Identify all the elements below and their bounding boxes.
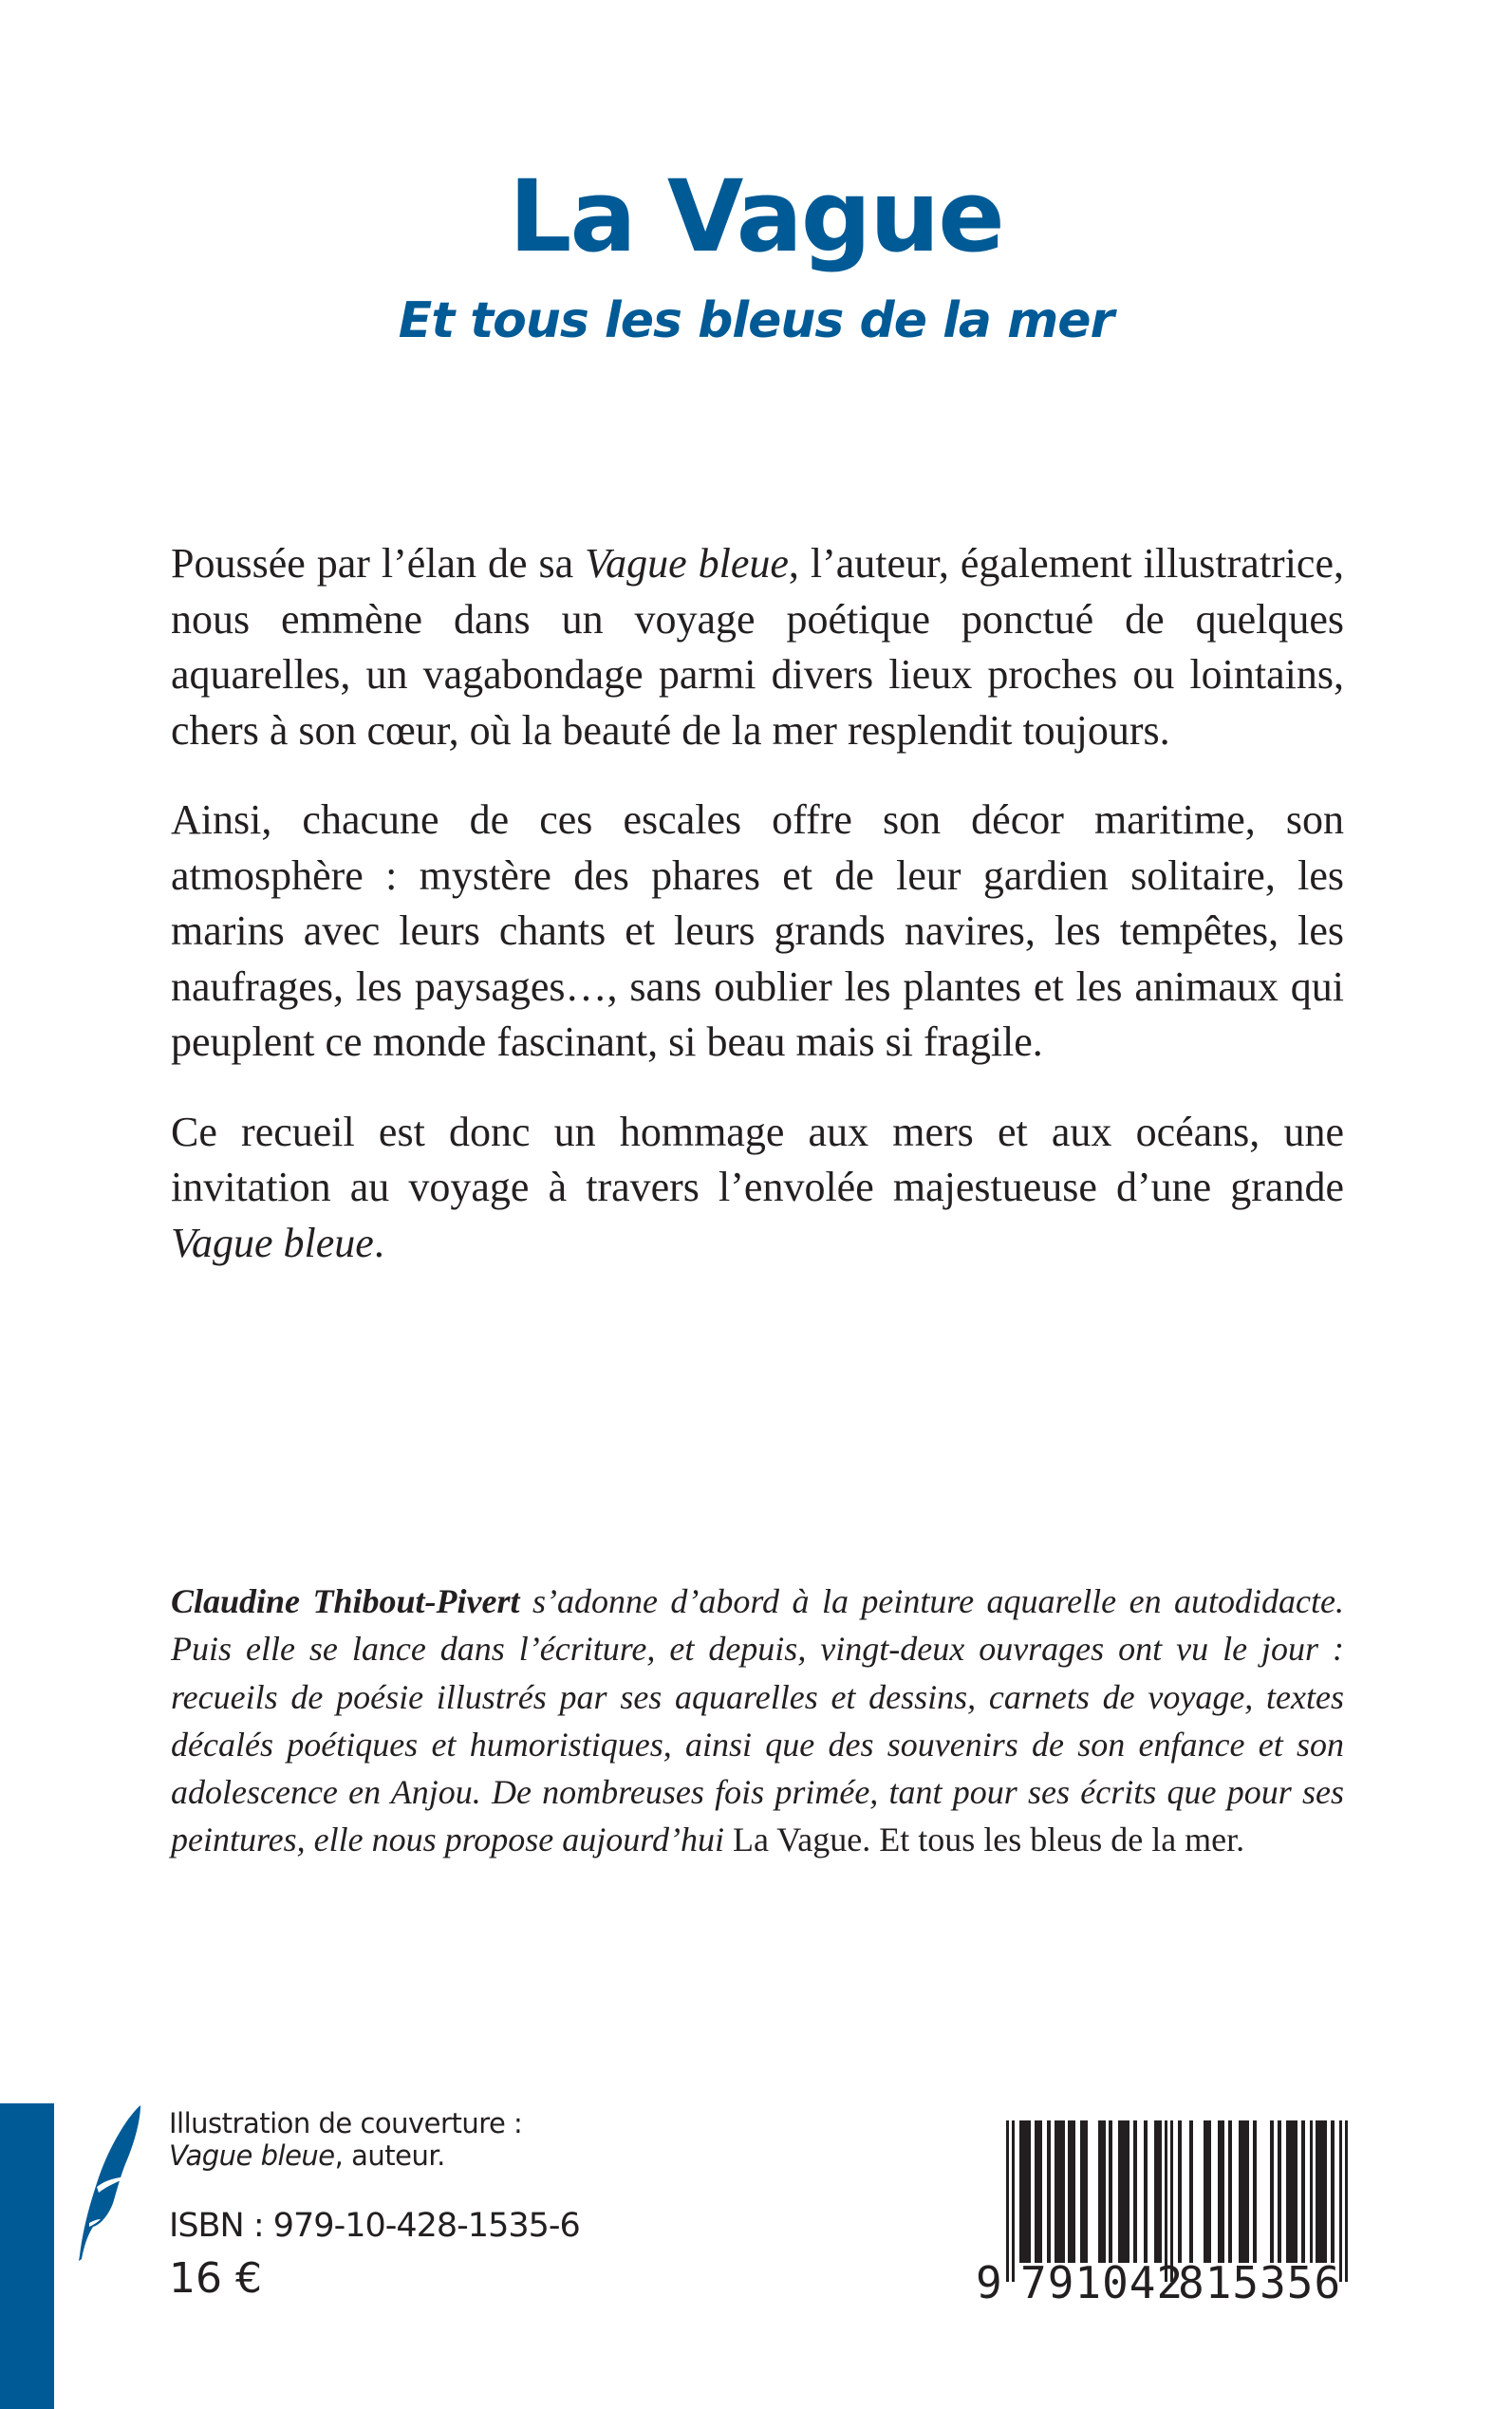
illustration-title: Vague bleue xyxy=(169,2139,335,2172)
blurb-paragraph-2: Ainsi, chacune de ces escales offre son décor maritime, son atmosphère : mystère des phares et de leur gardien solitaire, les marins avec leurs chants et leurs grands navires, les tempêtes, les naufrages, les paysages…, sans oublier les plantes et les animaux qui peuplent ce monde fascinant, si beau mais si fragile. xyxy=(171,796,1344,1065)
blurb-text: , l’auteur, également illustratrice, nous emmène dans un voyage poétique ponctué de quelques aquarelles, un vagabondage parmi divers lieux proches ou lointains, chers à son cœur, où la beauté de la mer resplendit toujours. xyxy=(171,540,1344,754)
blurb-paragraph-3 xyxy=(171,1105,1344,1272)
blurb-italic-title: Vague bleue xyxy=(585,540,789,587)
blurb-italic-title: Vague bleue xyxy=(171,1219,374,1266)
barcode-number xyxy=(976,2259,1351,2306)
blurb-text: . xyxy=(373,1219,384,1266)
barcode-right-group: 815356 xyxy=(1178,2257,1342,2308)
blurb-text: Ce recueil est donc un hommage aux mers et aux océans, une invitation au voyage à travers l’envolée majestueuse d’une grande xyxy=(171,1108,1344,1210)
barcode-left-group: 791042 xyxy=(1020,2257,1185,2308)
illustration-label: Illustration de couverture : xyxy=(169,2107,523,2139)
feather-icon xyxy=(72,2101,148,2263)
book-title: La Vague xyxy=(509,159,1003,274)
illustration-author: , auteur. xyxy=(334,2139,445,2172)
bio-text: s’adonne d’abord à la peinture aquarelle en autodidacte. Puis elle se lance dans l’écriture, et depuis, vingt-deux ouvrages ont vu le jour : recueils de poésie illustrés par ses aquarelles et dessins, carnets de voyage, textes décalés poétiques et humoristiques, ainsi que des souvenirs de son enfance et son adolescence en Anjou. De nombreuses fois primée, tant pour ses écrits que pour ses peintures, elle nous propose aujourd’hui xyxy=(171,1582,1344,1859)
author-bio xyxy=(171,1578,1344,1864)
author-name: Claudine Thibout-Pivert xyxy=(171,1582,520,1620)
blurb-text: Poussée par l’élan de sa xyxy=(171,540,586,587)
back-cover-blurb xyxy=(171,536,1344,1305)
cover-illustration-credit xyxy=(169,2107,522,2172)
blue-edge-bar xyxy=(0,2103,54,2409)
isbn: ISBN : 979-10-428-1535-6 xyxy=(169,2207,580,2245)
barcode-first-digit: 9 xyxy=(976,2257,1002,2308)
price: 16 € xyxy=(169,2254,262,2303)
illustration-credit xyxy=(169,2139,522,2172)
book-subtitle: Et tous les bleus de la mer xyxy=(398,292,1114,349)
blurb-paragraph-1 xyxy=(171,536,1344,758)
bio-book-reference: La Vague. Et tous les bleus de la mer. xyxy=(732,1821,1245,1859)
